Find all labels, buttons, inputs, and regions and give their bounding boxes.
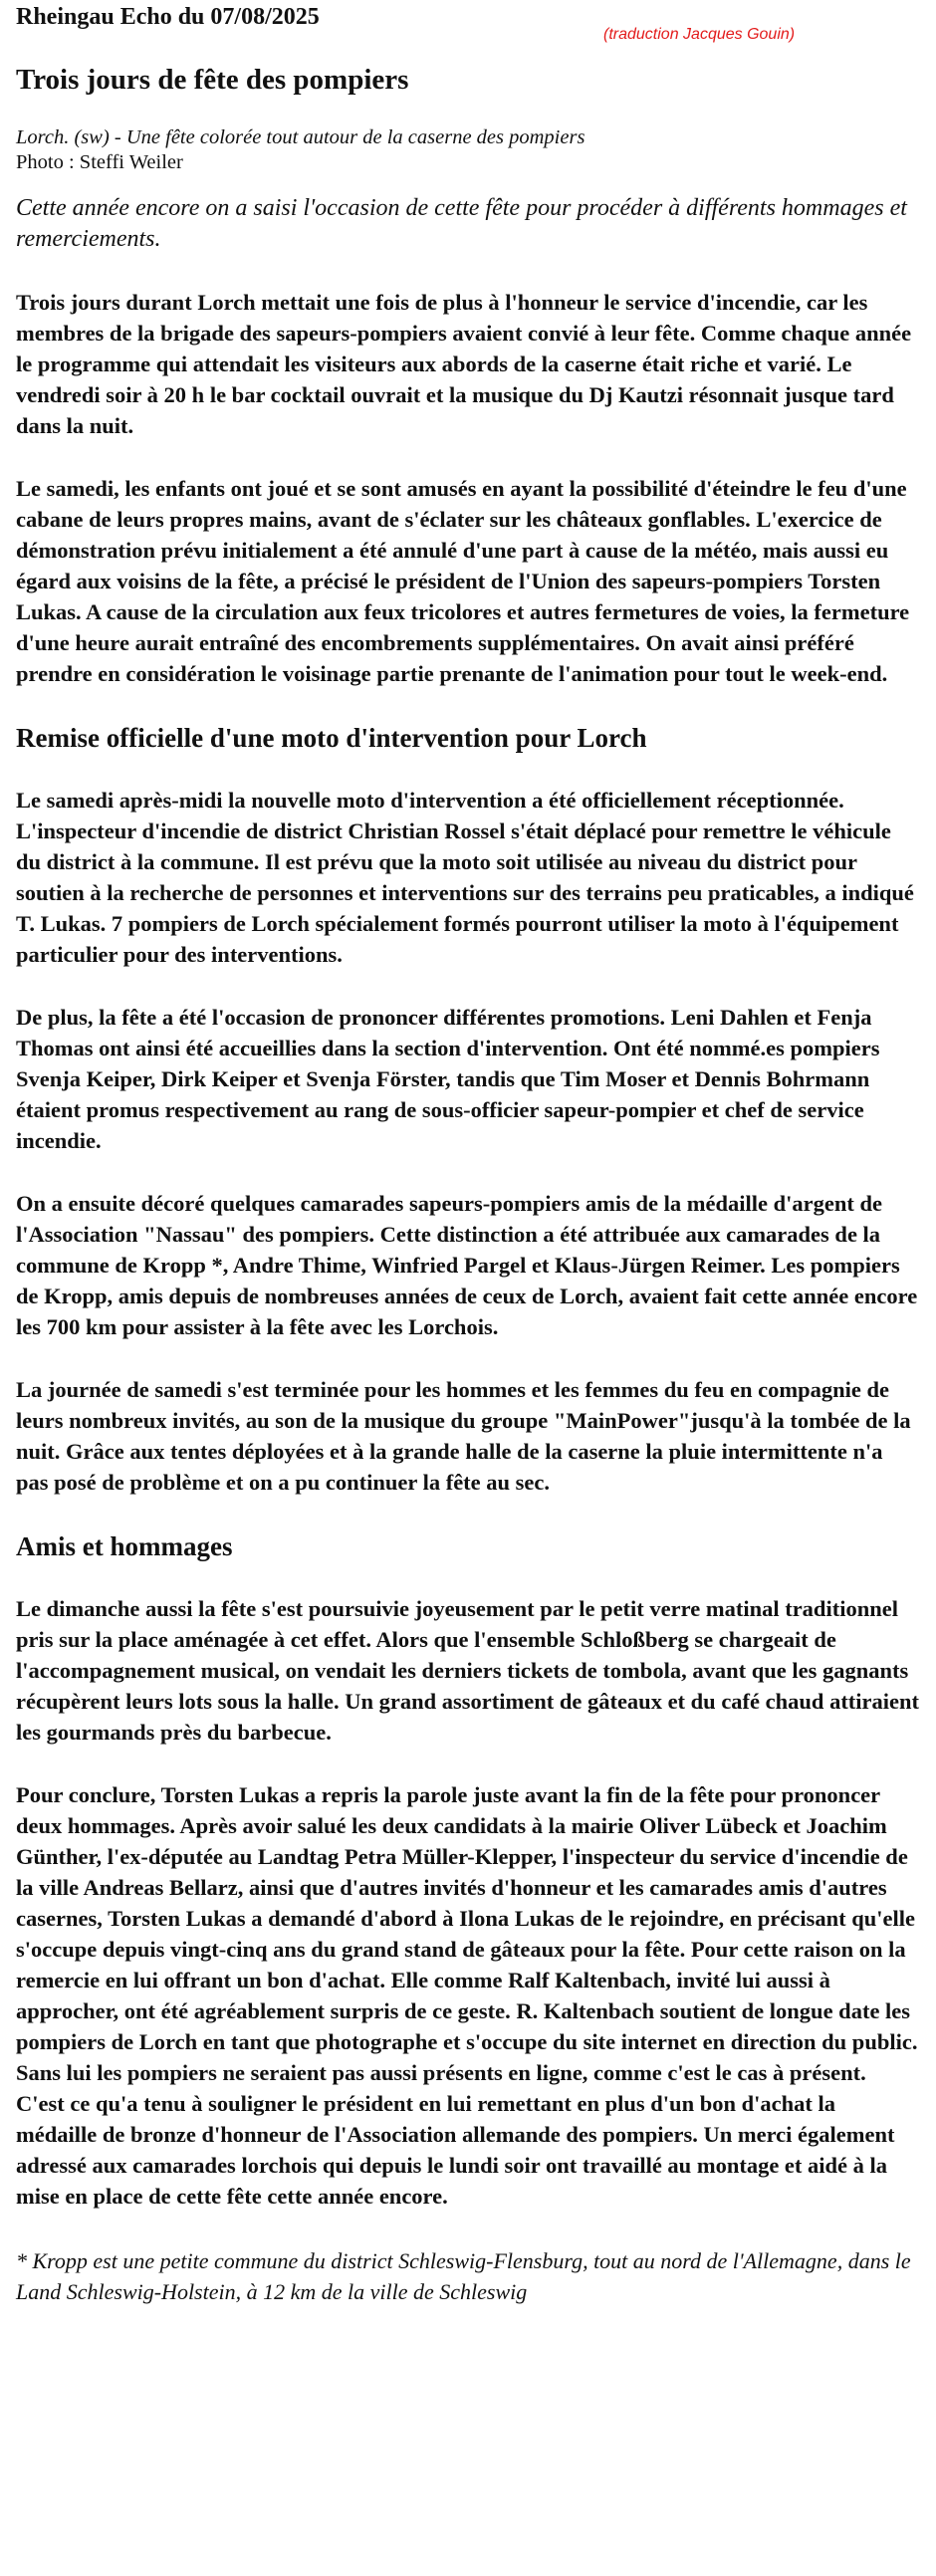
subheading-amis: Amis et hommages: [16, 1531, 233, 1561]
translator-credit: (traduction Jacques Gouin): [603, 26, 796, 43]
paragraph-6: La journée de samedi s'est terminée pour les hommes et les femmes du feu en compagnie de leurs nombreux invités, au son de la musique du groupe "MainPower"jusqu'à la tombée de la nuit. Grâce aux tentes déployées et à la grande halle de la caserne la pluie intermittente n'a pas posé de problème et on a pu continuer la fête au sec.: [16, 1377, 911, 1495]
paragraph-4: De plus, la fête a été l'occasion de prononcer différentes promotions. Leni Dahlen et Fenja Thomas ont ainsi été accueillies dans la section d'intervention. Ont été nommé.es pompiers Svenja Keiper, Dirk Keiper et Svenja Förster, tandis que Tim Moser et Dennis Bohrmann étaient promus respectivement au rang de sous-officier sapeur-pompier et chef de service incendie.: [16, 1005, 880, 1153]
footnote: * Kropp est une petite commune du district Schleswig-Flensburg, tout au nord de l'Allemagne, dans le Land Schleswig-Holstein, à 12 km de la ville de Schleswig: [16, 2248, 911, 2304]
article-lead: Cette année encore on a saisi l'occasion de cette fête pour procéder à différents hommages et remerciements.: [16, 195, 907, 252]
subheading-moto: Remise officielle d'une moto d'intervention pour Lorch: [16, 723, 647, 753]
paragraph-8: Pour conclure, Torsten Lukas a repris la parole juste avant la fin de la fête pour prononcer deux hommages. Après avoir salué les deux candidats à la mairie Oliver Lübeck et Joachim Günther, l'ex-députée au Landtag Petra Müller-Klepper, l'inspecteur du service d'incendie de la ville Andreas Bellarz, ainsi que d'autres invités d'honneur et les camarades amis d'autres casernes, Torsten Lukas a demandé d'abord à Ilona Lukas de le rejoindre, en précisant qu'elle s'occupe depuis vingt-cinq ans du grand stand de gâteaux pour la fête. Pour cette raison on la remercie en lui offrant un bon d'achat. Elle comme Ralf Kaltenbach, invité lui aussi à approcher, ont été agréablement surpris de ce geste. R. Kaltenbach soutient de longue date les pompiers de Lorch en tant que photographe et s'occupe du site internet en direction du public. Sans lui les pompiers ne seraient pas aussi présents en ligne, comme c'est le cas à présent. C'est ce qu'a tenu à souligner le président en lui remettant en plus d'un bon d'achat la médaille de bronze d'honneur de l'Association allemande des pompiers. Un merci également adressé aux camarades lorchois qui depuis le lundi soir ont travaillé au montage et aidé à la mise en place de cette fête cette année encore.: [16, 1782, 918, 2209]
caption-text: Lorch. (sw) - Une fête colorée tout autour de la caserne des pompiers: [16, 126, 585, 148]
photo-caption: [16, 125, 926, 175]
publication-source: Rheingau Echo du 07/08/2025: [16, 4, 320, 30]
article-page: [16, 0, 926, 2307]
paragraph-7: Le dimanche aussi la fête s'est poursuivie joyeusement par le petit verre matinal traditionnel pris sur la place aménagée à cet effet. Alors que l'ensemble Schloßberg se chargeait de l'accompagnement musical, on vendait les derniers tickets de tombola, avant que les gagnants récupèrent leurs lots sous la halle. Un grand assortiment de gâteaux et du café chaud attiraient les gourmands près du barbecue.: [16, 1596, 920, 1745]
article-header: [16, 0, 926, 43]
article-title: Trois jours de fête des pompiers: [16, 64, 409, 96]
paragraph-3: Le samedi après-midi la nouvelle moto d'intervention a été officiellement réceptionnée. L'inspecteur d'incendie de district Christian Rossel s'était déplacé pour remettre le véhicule du district à la commune. Il est prévu que la moto soit utilisée au niveau du district pour soutien à la recherche de personnes et interventions sur des terrains peu praticables, a indiqué T. Lukas. 7 pompiers de Lorch spécialement formés pourront utiliser la moto à l'équipement particulier pour des interventions.: [16, 788, 914, 967]
paragraph-5: On a ensuite décoré quelques camarades sapeurs-pompiers amis de la médaille d'argent de l'Association "Nassau" des pompiers. Cette distinction a été attribuée aux camarades de la commune de Kropp *, Andre Thime, Winfried Pargel et Klaus-Jürgen Reimer. Les pompiers de Kropp, amis depuis de nombreuses années de ceux de Lorch, avaient fait cette année encore les 700 km pour assister à la fête avec les Lorchois.: [16, 1191, 918, 1339]
paragraph-1: Trois jours durant Lorch mettait une fois de plus à l'honneur le service d'incendie, car les membres de la brigade des sapeurs-pompiers avaient convié à leur fête. Comme chaque année le programme qui attendait les visiteurs aux abords de la caserne était riche et varié. Le vendredi soir à 20 h le bar cocktail ouvrait et la musique du Dj Kautzi résonnait jusque tard dans la nuit.: [16, 290, 912, 438]
photo-credit: Photo : Steffi Weiler: [16, 151, 183, 173]
paragraph-2: Le samedi, les enfants ont joué et se sont amusés en ayant la possibilité d'éteindre le feu d'une cabane de leurs propres mains, avant de s'éclater sur les châteaux gonflables. L'exercice de démonstration prévu initialement a été annulé d'une part à cause de la météo, mais aussi eu égard aux voisins de la fête, a précisé le président de l'Union des sapeurs-pompiers Torsten Lukas. A cause de la circulation aux feux tricolores et autres fermetures de voies, la fermeture d'une heure aurait entraîné des encombrements supplémentaires. On avait ainsi préféré prendre en considération le voisinage partie prenante de l'animation pour tout le week-end.: [16, 476, 910, 686]
